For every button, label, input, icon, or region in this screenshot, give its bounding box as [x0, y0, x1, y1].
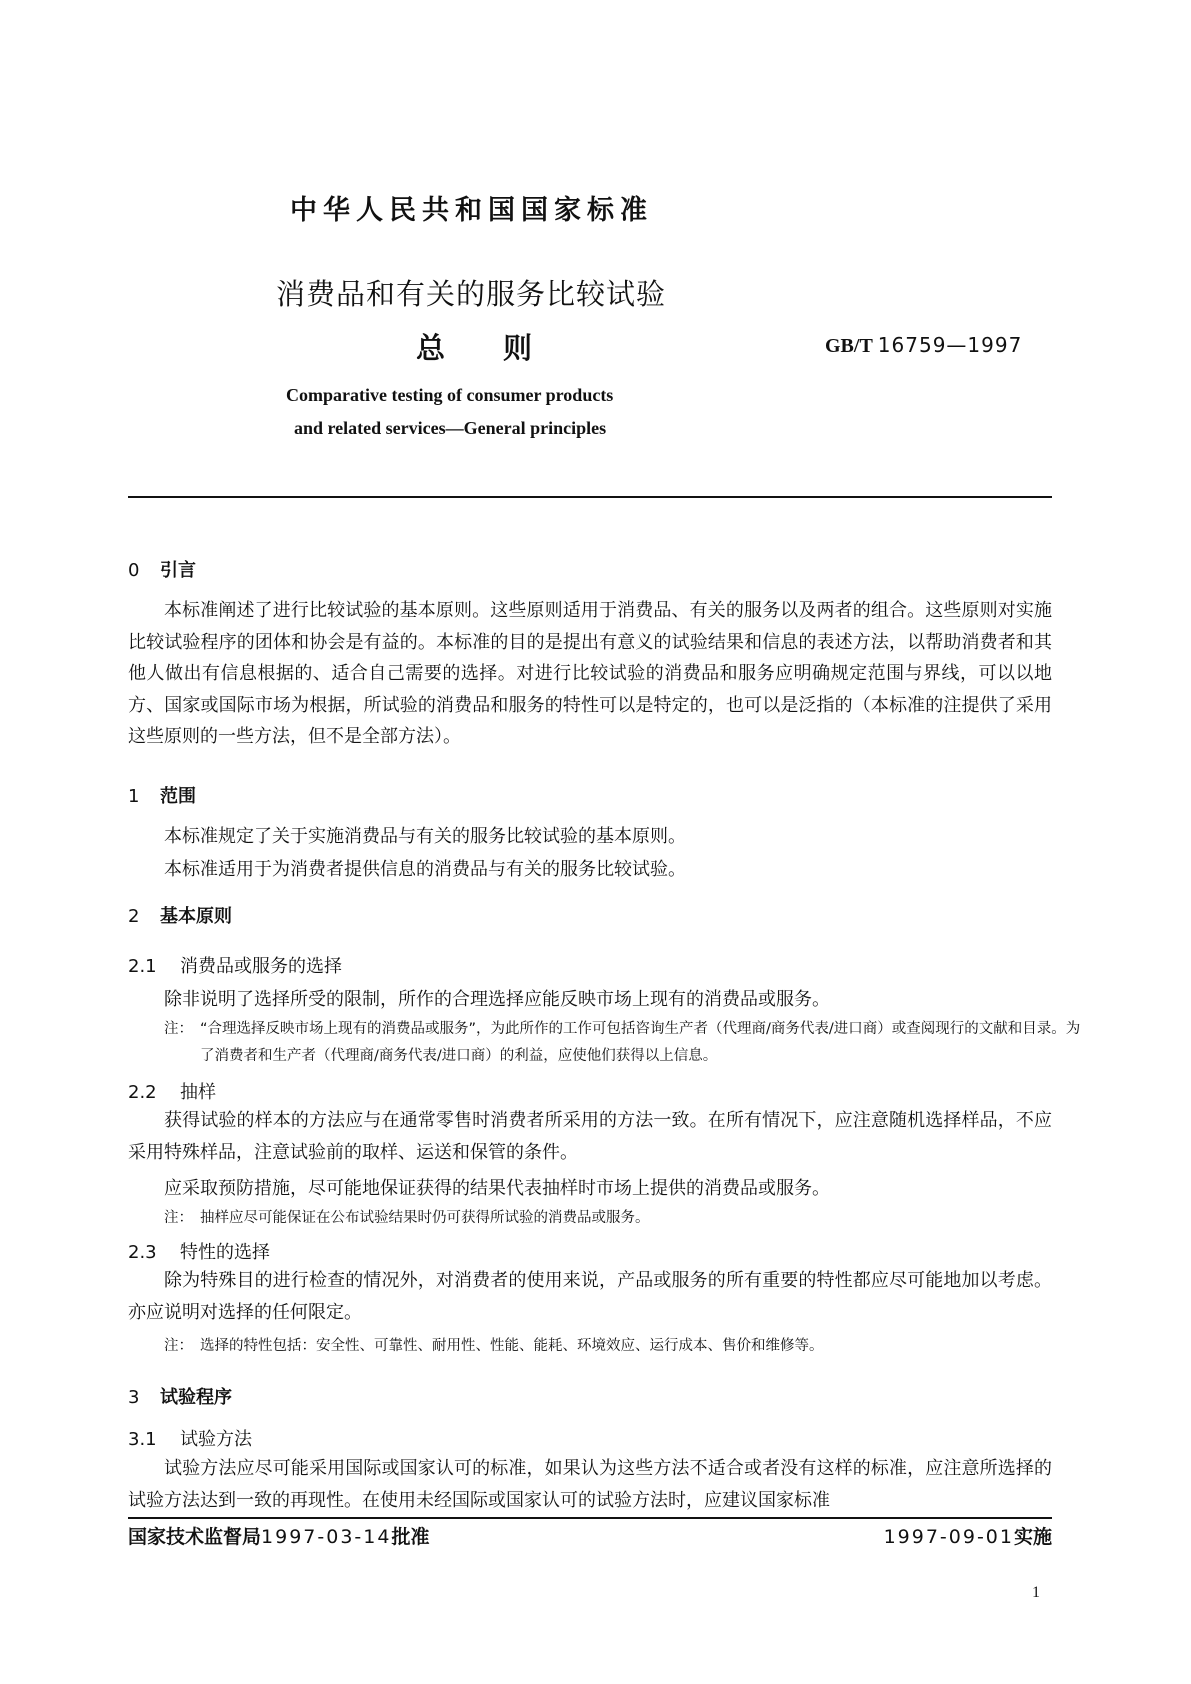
subsection-number: 3.1: [128, 1429, 157, 1450]
note-label: 注：: [164, 1338, 193, 1354]
section-2-3-note: [164, 1333, 1088, 1360]
section-number: 0: [128, 560, 140, 581]
note-label: 注：: [164, 1210, 193, 1226]
subsection-number: 2.3: [128, 1242, 157, 1263]
english-title-line1: Comparative testing of consumer products: [286, 385, 614, 405]
subsection-number: 2.1: [128, 956, 157, 977]
section-number: 1: [128, 786, 140, 807]
section-3-1-paragraph: 试验方法应尽可能采用国际或国家认可的标准，如果认为这些方法不适合或者没有这样的标准，应注意所选择的试验方法达到一致的再现性。在使用未经国际或国家认可的试验方法时，应建议国家标准: [128, 1458, 1052, 1511]
section-2-1-paragraph: 除非说明了选择所受的限制，所作的合理选择应能反映市场上现有的消费品或服务。: [164, 989, 830, 1010]
subsection-title: 试验方法: [180, 1429, 252, 1450]
subsection-title: 抽样: [180, 1082, 216, 1103]
section-2-2-paragraph1: 获得试验的样本的方法应与在通常零售时消费者所采用的方法一致。在所有情况下，应注意随机选择样品，不应采用特殊样品，注意试验前的取样、运送和保管的条件。: [128, 1110, 1052, 1163]
issuer: 国家技术监督局: [128, 1526, 262, 1548]
standard-code-number: 16759—1997: [877, 333, 1023, 357]
approval-label: 批准: [391, 1526, 430, 1548]
section-2-3-paragraph: 除为特殊目的进行检查的情况外，对消费者的使用来说，产品或服务的所有重要的特性都应尽可能地加以考虑。亦应说明对选择的任何限定。: [128, 1270, 1052, 1323]
footer-divider: [128, 1517, 1052, 1519]
header-divider: [128, 496, 1052, 498]
section-title: 试验程序: [160, 1387, 232, 1408]
section-2-1-note: [164, 1016, 1088, 1070]
note-text: 抽样应尽可能保证在公布试验结果时仍可获得所试验的消费品或服务。: [200, 1210, 650, 1226]
implementation-date: 1997-09-01: [883, 1526, 1014, 1548]
section-2-2-note: [164, 1205, 1088, 1232]
section-2-3-heading: [128, 1238, 270, 1264]
section-1-line1: 本标准规定了关于实施消费品与有关的服务比较试验的基本原则。: [164, 826, 686, 847]
subsection-title: 特性的选择: [180, 1242, 270, 1263]
section-2-1-heading: [128, 952, 342, 978]
approval-date: 1997-03-14: [261, 1526, 392, 1548]
note-label: 注：: [164, 1021, 193, 1037]
note-text: 选择的特性包括：安全性、可靠性、耐用性、性能、能耗、环境效应、运行成本、售价和维修等。: [200, 1338, 824, 1354]
section-2-heading: [128, 902, 232, 928]
section-number: 2: [128, 906, 140, 927]
document-subtitle: 总则: [416, 331, 591, 365]
section-0-heading: [128, 556, 196, 582]
section-3-heading: [128, 1383, 232, 1409]
subsection-title: 消费品或服务的选择: [180, 956, 342, 977]
section-title: 范围: [160, 786, 196, 807]
standard-code-prefix: GB/T: [825, 335, 873, 357]
english-title-line2: and related services—General principles: [294, 418, 607, 438]
national-standard-heading: 中华人民共和国国家标准: [290, 195, 653, 226]
implementation-info: [884, 1522, 1052, 1549]
note-text: “合理选择反映市场上现有的消费品或服务”，为此所作的工作可包括咨询生产者（代理商/商务代表/进口商）或查阅现行的文献和目录。为了消费者和生产者（代理商/商务代表/进口商）的利益，应使他们获得以上信息。: [200, 1021, 1081, 1064]
page-number: 1: [1032, 1584, 1040, 1601]
section-0-paragraph: 本标准阐述了进行比较试验的基本原则。这些原则适用于消费品、有关的服务以及两者的组合。这些原则对实施比较试验程序的团体和协会是有益的。本标准的目的是提出有意义的试验结果和信息的表述方法，以帮助消费者和其他人做出有信息根据的、适合自己需要的选择。对进行比较试验的消费品和服务应明确规定范围与界线，可以以地方、国家或国际市场为根据，所试验的消费品和服务的特性可以是特定的，也可以是泛指的（本标准的注提供了采用这些原则的一些方法，但不是全部方法）。: [128, 600, 1052, 748]
section-1-line2: 本标准适用于为消费者提供信息的消费品与有关的服务比较试验。: [164, 859, 686, 880]
subsection-number: 2.2: [128, 1082, 157, 1103]
section-1-heading: [128, 782, 196, 808]
implementation-label: 实施: [1013, 1526, 1052, 1548]
section-title: 基本原则: [160, 906, 232, 927]
section-3-1-heading: [128, 1425, 252, 1451]
section-title: 引言: [160, 560, 196, 581]
section-2-2-heading: [128, 1078, 216, 1104]
section-number: 3: [128, 1387, 140, 1408]
section-2-2-paragraph2: 应采取预防措施，尽可能地保证获得的结果代表抽样时市场上提供的消费品或服务。: [164, 1178, 830, 1199]
standard-code: [825, 333, 1022, 358]
approval-info: [128, 1522, 429, 1549]
document-title: 消费品和有关的服务比较试验: [276, 277, 667, 311]
